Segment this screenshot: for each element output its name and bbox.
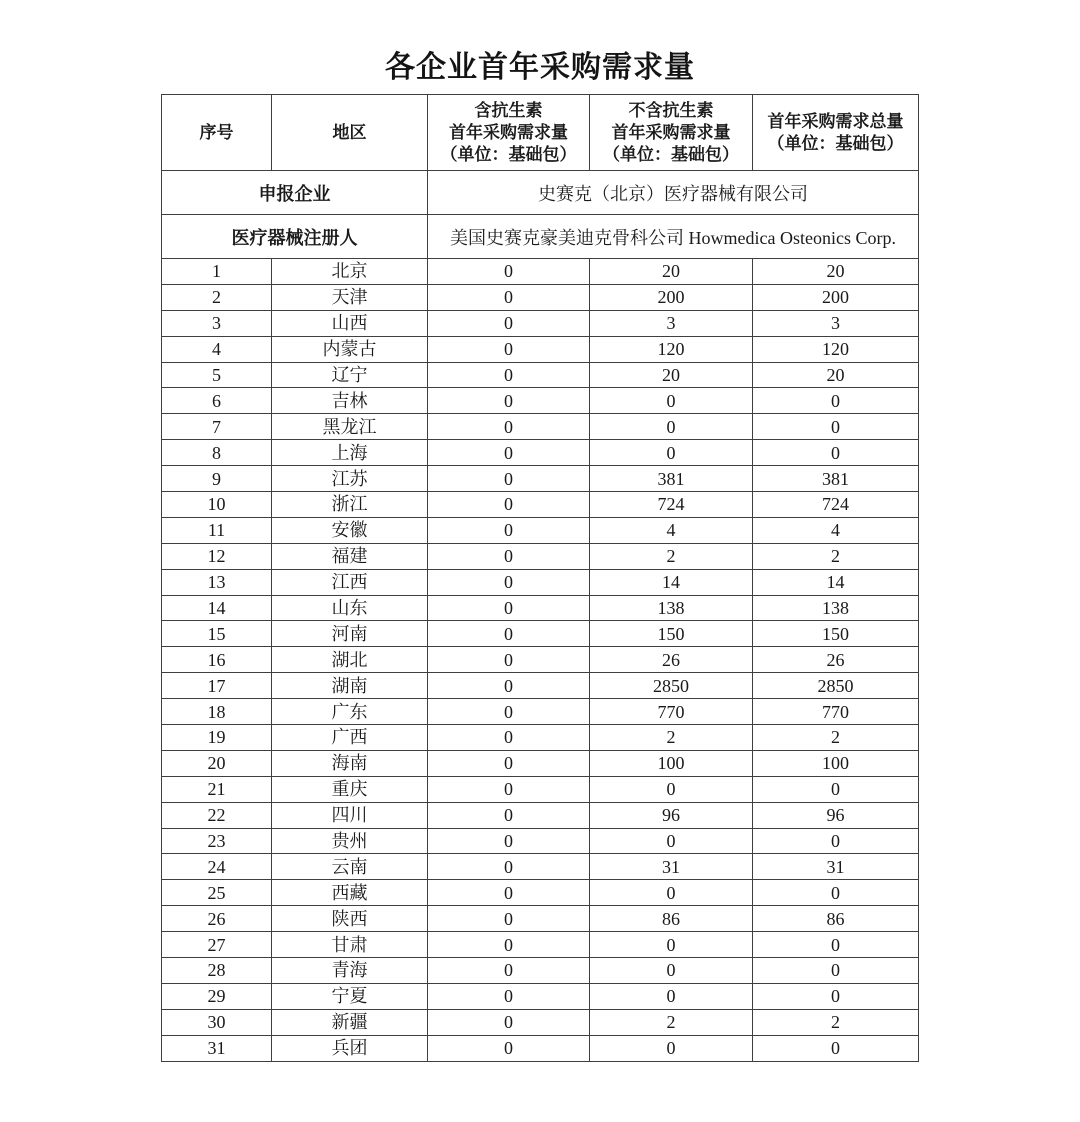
table-row — [162, 906, 919, 932]
table-row — [162, 310, 919, 336]
cell-total: 0 — [753, 414, 919, 440]
cell-total: 200 — [753, 284, 919, 310]
column-header-line: 首年采购需求总量 — [767, 111, 904, 131]
cell-region: 贵州 — [272, 828, 428, 854]
cell-region: 山东 — [272, 595, 428, 621]
cell-total: 770 — [753, 699, 919, 725]
procurement-table — [161, 94, 919, 1062]
table-row — [162, 362, 919, 388]
cell-no: 15 — [162, 621, 272, 647]
cell-total: 0 — [753, 983, 919, 1009]
column-header-line: 序号 — [199, 122, 234, 142]
cell-region: 云南 — [272, 854, 428, 880]
cell-no: 28 — [162, 958, 272, 984]
cell-no: 26 — [162, 906, 272, 932]
cell-no: 29 — [162, 983, 272, 1009]
cell-no: 16 — [162, 647, 272, 673]
cell-with-abx: 0 — [428, 750, 590, 776]
table-header — [162, 95, 919, 171]
cell-region: 广东 — [272, 699, 428, 725]
info-row-value: 史赛克（北京）医疗器械有限公司 — [428, 171, 919, 215]
cell-without-abx: 0 — [590, 983, 753, 1009]
table-row — [162, 854, 919, 880]
cell-with-abx: 0 — [428, 310, 590, 336]
cell-total: 2 — [753, 1009, 919, 1035]
table-row — [162, 492, 919, 518]
cell-with-abx: 0 — [428, 543, 590, 569]
cell-without-abx: 150 — [590, 621, 753, 647]
cell-no: 22 — [162, 802, 272, 828]
cell-without-abx: 2 — [590, 1009, 753, 1035]
cell-region: 北京 — [272, 259, 428, 285]
cell-no: 9 — [162, 466, 272, 492]
table-row — [162, 569, 919, 595]
cell-total: 20 — [753, 259, 919, 285]
cell-no: 2 — [162, 284, 272, 310]
cell-total: 2 — [753, 725, 919, 751]
column-header-line: 首年采购需求量 — [449, 122, 568, 142]
column-header-line: （单位：基础包） — [767, 133, 904, 153]
column-header-with-abx — [428, 95, 590, 171]
cell-total: 2850 — [753, 673, 919, 699]
cell-with-abx: 0 — [428, 569, 590, 595]
cell-without-abx: 138 — [590, 595, 753, 621]
cell-total: 0 — [753, 958, 919, 984]
table-row — [162, 466, 919, 492]
cell-total: 3 — [753, 310, 919, 336]
cell-with-abx: 0 — [428, 958, 590, 984]
cell-without-abx: 0 — [590, 958, 753, 984]
cell-with-abx: 0 — [428, 362, 590, 388]
cell-region: 河南 — [272, 621, 428, 647]
cell-region: 宁夏 — [272, 983, 428, 1009]
cell-no: 31 — [162, 1035, 272, 1061]
cell-no: 7 — [162, 414, 272, 440]
column-header-line: 首年采购需求量 — [611, 122, 731, 142]
cell-total: 120 — [753, 336, 919, 362]
cell-without-abx: 0 — [590, 932, 753, 958]
cell-no: 6 — [162, 388, 272, 414]
cell-without-abx: 86 — [590, 906, 753, 932]
table-row — [162, 776, 919, 802]
cell-total: 138 — [753, 595, 919, 621]
cell-with-abx: 0 — [428, 336, 590, 362]
cell-without-abx: 2 — [590, 725, 753, 751]
table-row — [162, 932, 919, 958]
header-row — [162, 95, 919, 171]
cell-with-abx: 0 — [428, 492, 590, 518]
cell-total: 0 — [753, 932, 919, 958]
cell-region: 江苏 — [272, 466, 428, 492]
cell-region: 上海 — [272, 440, 428, 466]
cell-no: 10 — [162, 492, 272, 518]
cell-region: 内蒙古 — [272, 336, 428, 362]
cell-region: 兵团 — [272, 1035, 428, 1061]
table-row — [162, 958, 919, 984]
cell-with-abx: 0 — [428, 440, 590, 466]
cell-without-abx: 0 — [590, 388, 753, 414]
info-row — [162, 171, 919, 215]
cell-no: 1 — [162, 259, 272, 285]
cell-total: 0 — [753, 828, 919, 854]
cell-without-abx: 3 — [590, 310, 753, 336]
table-row — [162, 595, 919, 621]
table-row — [162, 828, 919, 854]
cell-total: 4 — [753, 517, 919, 543]
cell-with-abx: 0 — [428, 802, 590, 828]
table-row — [162, 880, 919, 906]
cell-no: 21 — [162, 776, 272, 802]
cell-with-abx: 0 — [428, 673, 590, 699]
cell-no: 11 — [162, 517, 272, 543]
cell-total: 724 — [753, 492, 919, 518]
cell-region: 四川 — [272, 802, 428, 828]
table-row — [162, 336, 919, 362]
cell-no: 20 — [162, 750, 272, 776]
cell-total: 381 — [753, 466, 919, 492]
cell-without-abx: 120 — [590, 336, 753, 362]
table-body — [162, 171, 919, 1062]
cell-total: 0 — [753, 776, 919, 802]
cell-total: 100 — [753, 750, 919, 776]
cell-total: 0 — [753, 440, 919, 466]
cell-without-abx: 0 — [590, 414, 753, 440]
cell-region: 黑龙江 — [272, 414, 428, 440]
column-header-total — [753, 95, 919, 171]
table-row — [162, 647, 919, 673]
cell-without-abx: 770 — [590, 699, 753, 725]
cell-region: 辽宁 — [272, 362, 428, 388]
cell-with-abx: 0 — [428, 414, 590, 440]
cell-with-abx: 0 — [428, 776, 590, 802]
cell-region: 新疆 — [272, 1009, 428, 1035]
table-row — [162, 750, 919, 776]
column-header-region — [272, 95, 428, 171]
cell-without-abx: 0 — [590, 440, 753, 466]
column-header-line: 含抗生素 — [474, 100, 543, 120]
cell-region: 湖北 — [272, 647, 428, 673]
cell-no: 23 — [162, 828, 272, 854]
table-row — [162, 543, 919, 569]
cell-region: 广西 — [272, 725, 428, 751]
cell-region: 安徽 — [272, 517, 428, 543]
info-row-label: 医疗器械注册人 — [162, 215, 428, 259]
column-header-line: 不含抗生素 — [628, 100, 714, 120]
column-header-line: （单位：基础包） — [440, 144, 577, 164]
cell-without-abx: 0 — [590, 828, 753, 854]
cell-region: 重庆 — [272, 776, 428, 802]
cell-without-abx: 31 — [590, 854, 753, 880]
cell-with-abx: 0 — [428, 595, 590, 621]
cell-without-abx: 200 — [590, 284, 753, 310]
table-row — [162, 440, 919, 466]
table-row — [162, 259, 919, 285]
cell-without-abx: 14 — [590, 569, 753, 595]
cell-with-abx: 0 — [428, 932, 590, 958]
cell-with-abx: 0 — [428, 259, 590, 285]
cell-with-abx: 0 — [428, 621, 590, 647]
cell-with-abx: 0 — [428, 828, 590, 854]
cell-without-abx: 4 — [590, 517, 753, 543]
cell-no: 3 — [162, 310, 272, 336]
cell-total: 0 — [753, 1035, 919, 1061]
table-row — [162, 1035, 919, 1061]
cell-without-abx: 20 — [590, 259, 753, 285]
table-row — [162, 1009, 919, 1035]
cell-region: 湖南 — [272, 673, 428, 699]
cell-with-abx: 0 — [428, 906, 590, 932]
cell-without-abx: 96 — [590, 802, 753, 828]
cell-no: 14 — [162, 595, 272, 621]
cell-no: 5 — [162, 362, 272, 388]
table-row — [162, 725, 919, 751]
cell-with-abx: 0 — [428, 647, 590, 673]
cell-with-abx: 0 — [428, 466, 590, 492]
cell-region: 青海 — [272, 958, 428, 984]
cell-with-abx: 0 — [428, 517, 590, 543]
cell-no: 12 — [162, 543, 272, 569]
cell-region: 江西 — [272, 569, 428, 595]
cell-no: 18 — [162, 699, 272, 725]
cell-without-abx: 0 — [590, 880, 753, 906]
cell-with-abx: 0 — [428, 1009, 590, 1035]
cell-no: 17 — [162, 673, 272, 699]
column-header-without-abx — [590, 95, 753, 171]
cell-total: 20 — [753, 362, 919, 388]
cell-total: 0 — [753, 388, 919, 414]
cell-with-abx: 0 — [428, 880, 590, 906]
cell-total: 96 — [753, 802, 919, 828]
cell-region: 吉林 — [272, 388, 428, 414]
cell-with-abx: 0 — [428, 388, 590, 414]
cell-with-abx: 0 — [428, 1035, 590, 1061]
cell-region: 西藏 — [272, 880, 428, 906]
cell-total: 14 — [753, 569, 919, 595]
cell-no: 27 — [162, 932, 272, 958]
document-page — [0, 51, 1080, 1062]
cell-without-abx: 0 — [590, 1035, 753, 1061]
cell-no: 13 — [162, 569, 272, 595]
table-row — [162, 802, 919, 828]
cell-without-abx: 2850 — [590, 673, 753, 699]
table-row — [162, 517, 919, 543]
table-row — [162, 388, 919, 414]
cell-with-abx: 0 — [428, 725, 590, 751]
cell-without-abx: 724 — [590, 492, 753, 518]
cell-without-abx: 0 — [590, 776, 753, 802]
cell-region: 天津 — [272, 284, 428, 310]
cell-total: 0 — [753, 880, 919, 906]
cell-with-abx: 0 — [428, 854, 590, 880]
column-header-no — [162, 95, 272, 171]
cell-no: 30 — [162, 1009, 272, 1035]
info-row-value: 美国史赛克豪美迪克骨科公司 Howmedica Osteonics Corp. — [428, 215, 919, 259]
cell-no: 4 — [162, 336, 272, 362]
cell-total: 86 — [753, 906, 919, 932]
cell-region: 海南 — [272, 750, 428, 776]
table-row — [162, 414, 919, 440]
table-row — [162, 699, 919, 725]
cell-without-abx: 26 — [590, 647, 753, 673]
info-row-label: 申报企业 — [162, 171, 428, 215]
cell-no: 19 — [162, 725, 272, 751]
cell-no: 8 — [162, 440, 272, 466]
column-header-line: 地区 — [332, 122, 367, 142]
cell-region: 陕西 — [272, 906, 428, 932]
cell-region: 甘肃 — [272, 932, 428, 958]
cell-without-abx: 2 — [590, 543, 753, 569]
cell-total: 31 — [753, 854, 919, 880]
cell-region: 福建 — [272, 543, 428, 569]
cell-no: 24 — [162, 854, 272, 880]
table-row — [162, 284, 919, 310]
column-header-line: （单位：基础包） — [603, 144, 739, 164]
cell-with-abx: 0 — [428, 284, 590, 310]
cell-total: 26 — [753, 647, 919, 673]
cell-without-abx: 100 — [590, 750, 753, 776]
cell-region: 山西 — [272, 310, 428, 336]
info-row — [162, 215, 919, 259]
cell-total: 150 — [753, 621, 919, 647]
cell-total: 2 — [753, 543, 919, 569]
cell-without-abx: 381 — [590, 466, 753, 492]
cell-with-abx: 0 — [428, 699, 590, 725]
cell-no: 25 — [162, 880, 272, 906]
table-row — [162, 983, 919, 1009]
page-title: 各企业首年采购需求量 — [385, 51, 695, 84]
cell-without-abx: 20 — [590, 362, 753, 388]
table-row — [162, 621, 919, 647]
table-row — [162, 673, 919, 699]
cell-region: 浙江 — [272, 492, 428, 518]
cell-with-abx: 0 — [428, 983, 590, 1009]
